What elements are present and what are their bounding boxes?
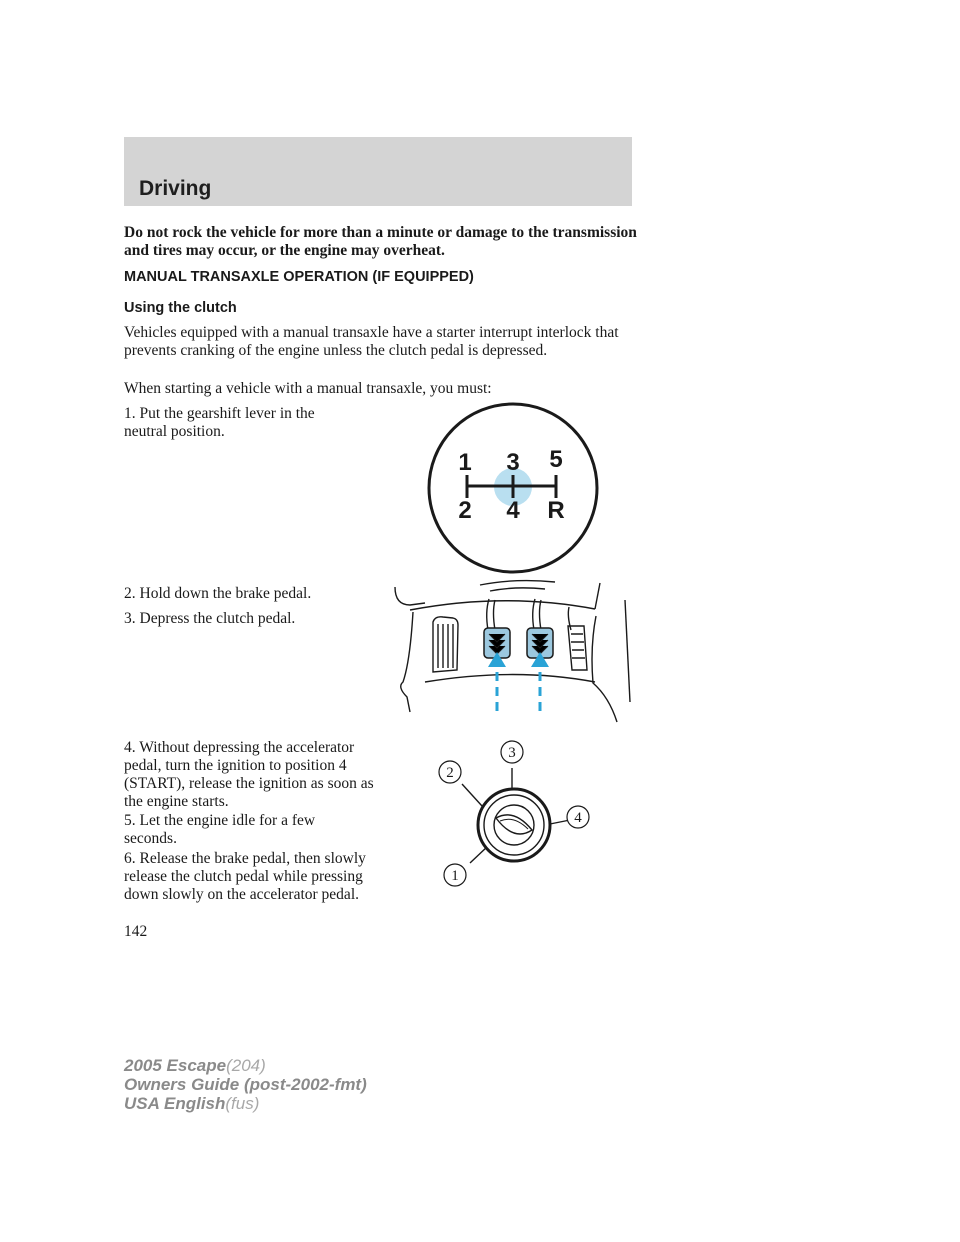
instruction-paragraph: When starting a vehicle with a manual transaxle, you must: (124, 380, 492, 397)
step-4: 4. Without depressing the accelerator pedal, turn the ignition to position 4 (START), release the ignition as soon as the engine starts. (124, 739, 374, 810)
footer-language: USA English (124, 1094, 226, 1113)
gear-label-r: R (547, 497, 565, 524)
warning-text: Do not rock the vehicle for more than a minute or damage to the transmission and tires may occur, or the engine may overheat. (124, 224, 637, 259)
intro-paragraph: Vehicles equipped with a manual transaxle have a starter interrupt interlock that prevents cranking of the engine unless the clutch pedal is depressed. (124, 324, 619, 359)
subsection-title: Using the clutch (124, 300, 237, 316)
gear-label-2: 2 (458, 497, 472, 524)
page-number: 142 (124, 923, 148, 940)
step-6: 6. Release the brake pedal, then slowly release the clutch pedal while pressing down slowly on the accelerator pedal. (124, 850, 366, 903)
gear-label-1: 1 (458, 449, 472, 476)
footer (124, 1056, 367, 1113)
footer-language-code: (fus) (225, 1094, 260, 1113)
section-header-title: Driving (139, 177, 212, 200)
section-title: MANUAL TRANSAXLE OPERATION (IF EQUIPPED) (124, 269, 474, 285)
step-2: 2. Hold down the brake pedal. (124, 585, 312, 602)
footer-guide: Owners Guide (post-2002-fmt) (124, 1075, 367, 1094)
gear-label-5: 5 (549, 446, 563, 473)
step-1: 1. Put the gearshift lever in the neutral position. (124, 405, 315, 440)
step-3: 3. Depress the clutch pedal. (124, 610, 296, 627)
gear-label-4: 4 (506, 497, 520, 524)
footer-model: 2005 Escape (124, 1056, 227, 1075)
ignition-label-4: 4 (574, 810, 582, 826)
ignition-diagram (430, 738, 600, 898)
step-5: 5. Let the engine idle for a few seconds. (124, 812, 316, 847)
press-arrows (488, 652, 549, 712)
gearshift-pattern-diagram (425, 400, 601, 576)
ignition-label-1: 1 (451, 868, 459, 884)
gear-label-3: 3 (506, 449, 520, 476)
footer-model-code: (204) (226, 1056, 266, 1075)
ignition-label-3: 3 (508, 745, 516, 761)
pedals-diagram (385, 572, 635, 732)
ignition-label-2: 2 (446, 765, 454, 781)
